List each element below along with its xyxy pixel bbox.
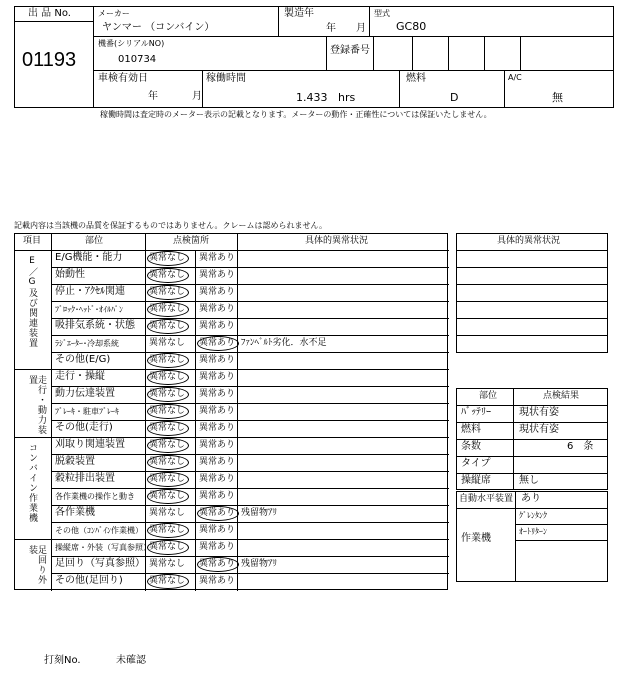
row-part: E/G機能・能力 xyxy=(55,252,123,263)
reg-box-3 xyxy=(484,36,520,70)
row-line xyxy=(51,318,449,319)
right-result-table xyxy=(456,388,608,490)
result-value: 無し xyxy=(519,475,539,486)
work-item: ｸﾞﾚﾝﾀﾝｸ xyxy=(519,511,547,520)
leveling-row-line xyxy=(457,508,607,509)
ok-circle-mark xyxy=(147,472,189,487)
year-label: 製造年 xyxy=(284,8,314,19)
ok-circle-mark xyxy=(147,404,189,419)
col-header-item: 項目 xyxy=(23,236,42,246)
inspection-y: 年 xyxy=(148,91,158,102)
row-part: その他（ｺﾝﾊﾞｲﾝ作業機） xyxy=(55,526,143,535)
ng-label: 異常あり xyxy=(199,542,236,552)
ok-circle-mark xyxy=(147,319,189,334)
maker-label: メーカー xyxy=(98,9,130,18)
row-part: 刈取り関連装置 xyxy=(55,439,125,450)
row-line xyxy=(51,471,449,472)
row-part: 穀粒排出装置 xyxy=(55,473,115,484)
stamp-label: 打刻No. xyxy=(44,655,81,666)
group-label: コンバイン作業機 xyxy=(27,443,37,523)
ok-label: 異常なし xyxy=(149,321,186,331)
ok-label: 異常なし xyxy=(149,491,186,501)
ok-circle-mark xyxy=(147,387,189,402)
serial-label: 機番(シリアルNO) xyxy=(98,39,165,48)
ng-circle-mark xyxy=(197,557,239,572)
ok-label: 異常なし xyxy=(149,474,186,484)
ok-label: 異常なし xyxy=(149,440,186,450)
ng-label: 異常あり xyxy=(199,576,236,586)
row-part: その他(E/G) xyxy=(55,354,111,365)
ok-circle-mark xyxy=(147,438,189,453)
ng-label: 異常あり xyxy=(199,406,236,416)
ng-label: 異常あり xyxy=(199,355,236,365)
ng-label: 異常あり xyxy=(199,270,236,280)
leveling-table xyxy=(456,491,608,582)
year-unit-y: 年 xyxy=(326,23,336,34)
ok-label: 異常なし xyxy=(149,389,186,399)
ng-label: 異常あり xyxy=(199,457,236,467)
col-line-1 xyxy=(51,234,52,591)
row-part: 足回り（写真参照） xyxy=(55,558,145,569)
stamp-value: 未確認 xyxy=(116,655,146,666)
ng-label: 異常あり xyxy=(199,423,236,433)
row-part: 動力伝達装置 xyxy=(55,388,115,399)
ok-circle-mark xyxy=(147,268,189,283)
right-detail-table xyxy=(456,233,608,353)
row-part: 脱穀装置 xyxy=(55,456,95,467)
right-detail-header: 具体的異常状況 xyxy=(497,236,561,246)
ok-label: 異常なし xyxy=(149,525,186,535)
reg-box-2 xyxy=(448,36,484,70)
result-value: 現状有姿 xyxy=(519,424,559,435)
row-line xyxy=(51,267,449,268)
result-row-line xyxy=(457,473,607,474)
year-unit-m: 月 xyxy=(356,23,366,34)
result-part: ﾊﾞｯﾃﾘｰ xyxy=(461,407,491,418)
col-header-part: 部位 xyxy=(85,236,104,246)
ok-label: 異常なし xyxy=(149,406,186,416)
row-part: ﾌﾞﾚｰｷ・駐車ﾌﾞﾚｰｷ xyxy=(55,407,119,416)
hours-label: 稼働時間 xyxy=(206,73,246,84)
ng-label: 異常あり xyxy=(199,287,236,297)
ng-label: 異常あり xyxy=(199,474,236,484)
result-row-line xyxy=(457,456,607,457)
row-part: その他(走行) xyxy=(55,422,113,433)
ok-circle-mark xyxy=(147,302,189,317)
row-line xyxy=(51,352,449,353)
col-header-point: 点検箇所 xyxy=(173,236,210,246)
ok-circle-mark xyxy=(147,574,189,589)
row-line xyxy=(51,454,449,455)
ok-circle-mark xyxy=(147,523,189,538)
result-part: タイプ xyxy=(461,458,491,469)
right-detail-row-line xyxy=(457,301,607,302)
serial-value: 010734 xyxy=(118,54,157,65)
work-label: 作業機 xyxy=(461,533,491,544)
work-row-line xyxy=(515,540,607,541)
ok-circle-mark xyxy=(147,455,189,470)
row-line xyxy=(51,573,449,574)
row-part: 各作業機の操作と動き xyxy=(55,492,135,501)
model-value: GC80 xyxy=(396,20,427,33)
reg-box-4 xyxy=(520,36,556,70)
reg-box-1 xyxy=(412,36,448,70)
row-line xyxy=(51,488,449,489)
ng-label: 異常あり xyxy=(199,253,236,263)
group-line xyxy=(15,369,449,370)
row-part: 停止・ｱｸｾﾙ関連 xyxy=(55,286,125,297)
ok-label: 異常なし xyxy=(149,423,186,433)
row-line xyxy=(51,556,449,557)
row-detail: ﾌｧﾝﾍﾞﾙﾄ劣化．水不足 xyxy=(241,338,327,348)
ok-label: 異常なし xyxy=(149,576,186,586)
result-value: 6 条 xyxy=(567,441,594,452)
result-part: 条数 xyxy=(461,441,481,452)
ok-label: 異常なし xyxy=(149,304,186,314)
hours-unit: hrs xyxy=(338,91,356,104)
row-detail: 残留物ｱﾘ xyxy=(241,559,278,569)
ok-label: 異常なし xyxy=(149,457,186,467)
right-detail-row-line xyxy=(457,267,607,268)
result-row-line xyxy=(457,422,607,423)
row-line xyxy=(51,335,449,336)
quality-note: 記載内容は当該機の品質を保証するものではありません。クレームは認められません。 xyxy=(14,221,327,230)
ok-circle-mark xyxy=(147,540,189,555)
group-label: 走行・動力装置 xyxy=(27,375,46,435)
ok-label: 異常なし xyxy=(149,338,186,348)
row-line xyxy=(51,403,449,404)
right-detail-row-line xyxy=(457,318,607,319)
ng-label: 異常あり xyxy=(199,440,236,450)
ng-label: 異常あり xyxy=(199,321,236,331)
group-line xyxy=(15,539,449,540)
inspection-table xyxy=(14,233,448,590)
hours-value: 1.433 xyxy=(296,91,328,104)
ok-circle-mark xyxy=(147,285,189,300)
model-label: 型式 xyxy=(374,9,390,18)
result-part: 燃料 xyxy=(461,424,481,435)
maker-value: ヤンマー （コンバイン） xyxy=(102,22,215,33)
ng-label: 異常あり xyxy=(199,508,236,518)
row-line xyxy=(51,505,449,506)
ok-label: 異常なし xyxy=(149,253,186,263)
fuel-label: 燃料 xyxy=(406,73,426,84)
row-part: 吸排気系統・状態 xyxy=(55,320,135,331)
ng-label: 異常あり xyxy=(199,389,236,399)
group-line xyxy=(15,437,449,438)
ng-label: 異常あり xyxy=(199,525,236,535)
row-line xyxy=(51,284,449,285)
result-header-part: 部位 xyxy=(479,391,498,401)
ok-circle-mark xyxy=(147,353,189,368)
ng-label: 異常あり xyxy=(199,372,236,382)
hours-note: 稼働時間は査定時のメーター表示の記載となります。メーターの動作・正確性については保証いたしません。 xyxy=(100,110,492,119)
ok-circle-mark xyxy=(147,251,189,266)
row-line xyxy=(51,386,449,387)
header-row-line xyxy=(15,250,449,251)
result-value: 現状有姿 xyxy=(519,407,559,418)
ng-circle-mark xyxy=(197,506,239,521)
row-part: ﾌﾞﾛｯｸ･ﾍｯﾄﾞ･ｵｲﾙﾊﾟﾝ xyxy=(55,305,123,314)
ng-label: 異常あり xyxy=(199,559,236,569)
reg-label: 登録番号 xyxy=(330,45,370,56)
leveling-value: あり xyxy=(521,493,541,504)
ng-label: 異常あり xyxy=(199,304,236,314)
ok-label: 異常なし xyxy=(149,355,186,365)
inspection-label: 車検有効日 xyxy=(98,73,148,84)
group-label: E／G及び関連装置 xyxy=(27,256,37,348)
row-part: 走行・操縦 xyxy=(55,371,105,382)
ok-circle-mark xyxy=(147,421,189,436)
row-detail: 残留物ｱﾘ xyxy=(241,508,278,518)
result-row-line xyxy=(457,439,607,440)
result-part: 操縦席 xyxy=(461,475,491,486)
col-line-2 xyxy=(145,234,146,591)
row-line xyxy=(51,301,449,302)
ng-label: 異常あり xyxy=(199,338,236,348)
group-label: 足回り外装 xyxy=(27,545,46,585)
row-part: ﾗｼﾞｴｰﾀｰ･冷却系統 xyxy=(55,339,119,348)
ok-circle-mark xyxy=(147,489,189,504)
ok-label: 異常なし xyxy=(149,270,186,280)
row-part: 操縦席・外装（写真参照） xyxy=(55,543,151,552)
ok-label: 異常なし xyxy=(149,542,186,552)
result-row-line xyxy=(457,405,607,406)
ac-value: 無 xyxy=(552,91,563,104)
work-row-line xyxy=(515,524,607,525)
ng-circle-mark xyxy=(197,336,239,351)
row-part: 各作業機 xyxy=(55,507,95,518)
ng-label: 異常あり xyxy=(199,491,236,501)
col-header-detail: 具体的異常状況 xyxy=(305,236,369,246)
exhibit-no-value: 01193 xyxy=(22,49,77,71)
ok-label: 異常なし xyxy=(149,372,186,382)
right-detail-row-line xyxy=(457,335,607,336)
leveling-col-line xyxy=(515,492,516,581)
right-detail-row-line xyxy=(457,250,607,251)
row-line xyxy=(51,420,449,421)
col-line-4 xyxy=(237,234,238,591)
result-header-value: 点検結果 xyxy=(543,391,580,401)
right-detail-row-line xyxy=(457,284,607,285)
ok-label: 異常なし xyxy=(149,559,186,569)
row-part: その他(足回り) xyxy=(55,575,123,586)
row-part: 始動性 xyxy=(55,269,85,280)
fuel-value: D xyxy=(450,91,459,104)
leveling-label: 自動水平装置 xyxy=(459,494,514,504)
ac-label: A/C xyxy=(508,73,522,82)
ok-circle-mark xyxy=(147,370,189,385)
inspection-m: 月 xyxy=(192,91,202,102)
exhibit-no-label: 出 品 No. xyxy=(28,8,71,19)
ok-label: 異常なし xyxy=(149,287,186,297)
ok-label: 異常なし xyxy=(149,508,186,518)
row-line xyxy=(51,522,449,523)
work-item: ｵｰﾄﾘﾀｰﾝ xyxy=(519,527,547,536)
